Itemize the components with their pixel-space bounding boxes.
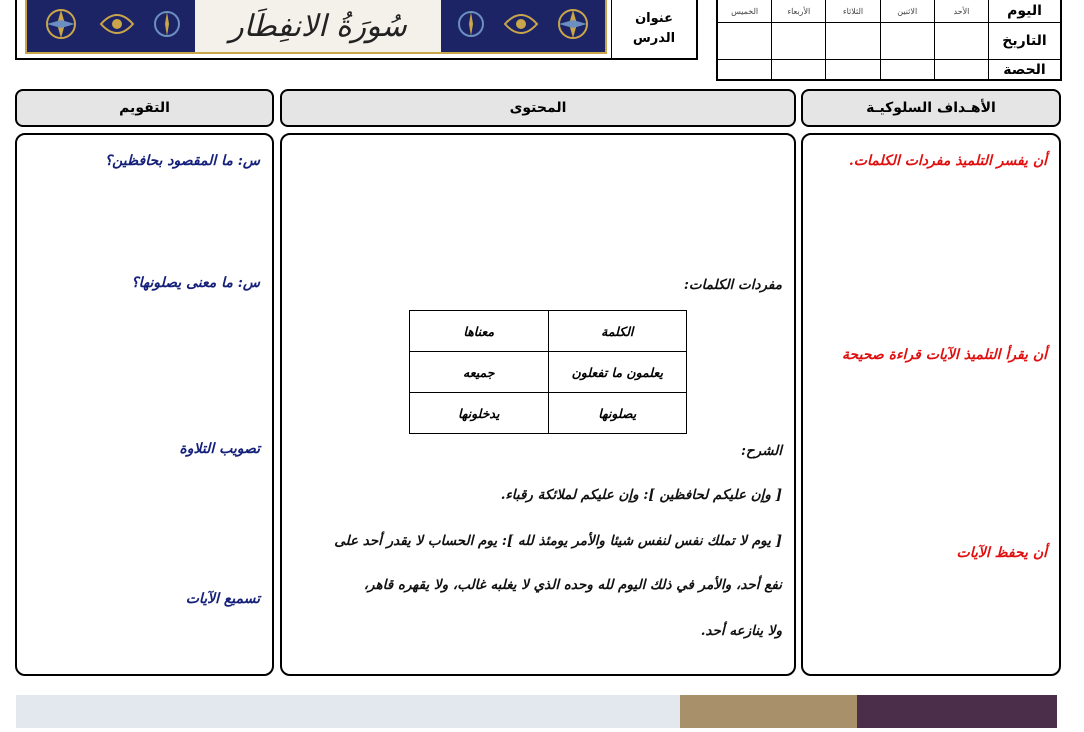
ornament-icon	[147, 4, 187, 44]
vocab-title: مفردات الكلمات:	[683, 277, 782, 293]
date-cell[interactable]	[934, 23, 988, 59]
lesson-title-box	[15, 0, 698, 60]
day-cell-thursday[interactable]: الخميس	[731, 6, 759, 16]
explanation-line: [ وإن عليكم لحافظين ]: وإن عليكم لملائكة رقباء.	[500, 487, 782, 503]
day-cell-sunday[interactable]: الأحد	[934, 0, 988, 22]
footer-block-light	[16, 695, 680, 728]
content-header: المحتوى	[280, 89, 796, 127]
evaluation-item: س: ما المقصود بحافظين؟	[104, 153, 260, 169]
period-label: الحصة	[988, 60, 1060, 79]
goal-item: أن يفسر التلميذ مفردات الكلمات.	[848, 153, 1047, 169]
ornament-icon	[97, 4, 137, 44]
period-cell[interactable]	[825, 60, 879, 79]
date-cell[interactable]	[825, 23, 879, 59]
vocab-header-word: الكلمة	[548, 311, 686, 352]
attendance-date-row	[718, 23, 1060, 60]
lesson-title-label	[612, 0, 696, 58]
explanation-line: نفع أحد، والأمر في ذلك اليوم لله وحده الذي لا يغلبه غالب، ولا يقهره قاهر،	[363, 577, 782, 593]
title-divider	[611, 0, 612, 58]
day-label: اليوم	[988, 0, 1060, 22]
lesson-title-label-line1: عنوان	[635, 11, 673, 26]
ornament-icon	[553, 4, 593, 44]
ornament-icon	[41, 4, 81, 44]
footer-color-bar	[16, 695, 1057, 728]
explanation-line: [ يوم لا تملك نفس لنفس شيئا والأمر يومئذ لله ]: يوم الحساب لا يقدر أحد على	[334, 533, 782, 549]
vocab-word: يعلمون ما تفعلون	[548, 352, 686, 393]
goal-item: أن يحفظ الآيات	[956, 545, 1047, 561]
banner-title-panel	[195, 0, 441, 52]
table-row	[410, 393, 687, 434]
vocab-meaning: يدخلونها	[410, 393, 549, 434]
date-cell[interactable]	[880, 23, 934, 59]
date-label: التاريخ	[988, 23, 1060, 59]
evaluation-panel	[15, 133, 274, 676]
vocab-table	[409, 310, 687, 434]
ornament-icon	[451, 4, 491, 44]
period-cell[interactable]	[718, 60, 771, 79]
day-cell-wednesday[interactable]: الأربعاء	[771, 0, 825, 22]
content-panel	[280, 133, 796, 676]
footer-block-tan	[680, 695, 857, 728]
date-cell[interactable]	[718, 23, 771, 59]
evaluation-item: تصويب التلاوة	[179, 441, 260, 457]
goals-header: الأهـداف السلوكيـة	[801, 89, 1061, 127]
date-cell[interactable]	[771, 23, 825, 59]
period-cell[interactable]	[771, 60, 825, 79]
vocab-word: يصلونها	[548, 393, 686, 434]
table-row	[410, 311, 687, 352]
table-row	[410, 352, 687, 393]
surah-banner	[25, 0, 607, 54]
day-cell-monday[interactable]: الاثنين	[880, 0, 934, 22]
footer-block-dark	[857, 695, 1057, 728]
evaluation-item: تسميع الآيات	[185, 591, 260, 607]
ornament-icon	[501, 4, 541, 44]
vocab-header-meaning: معناها	[410, 311, 549, 352]
period-cell[interactable]	[934, 60, 988, 79]
attendance-grid	[716, 0, 1062, 81]
day-cell-tuesday[interactable]: الثلاثاء	[825, 0, 879, 22]
period-cell[interactable]	[880, 60, 934, 79]
goal-item: أن يقرأ التلميذ الآيات قراءة صحيحة	[842, 347, 1047, 363]
banner-title: سُورَةُ الانفِطَار	[229, 8, 407, 44]
evaluation-item: س: ما معنى يصلونها؟	[131, 275, 260, 291]
explanation-line: ولا ينازعه أحد.	[700, 623, 782, 639]
lesson-title-label-line2: الدرس	[632, 31, 676, 46]
attendance-day-row	[718, 0, 1060, 23]
explanation-title: الشرح:	[740, 443, 782, 459]
vocab-meaning: جميعه	[410, 352, 549, 393]
attendance-period-row	[718, 60, 1060, 79]
evaluation-header: التقويم	[15, 89, 274, 127]
goals-panel	[801, 133, 1061, 676]
